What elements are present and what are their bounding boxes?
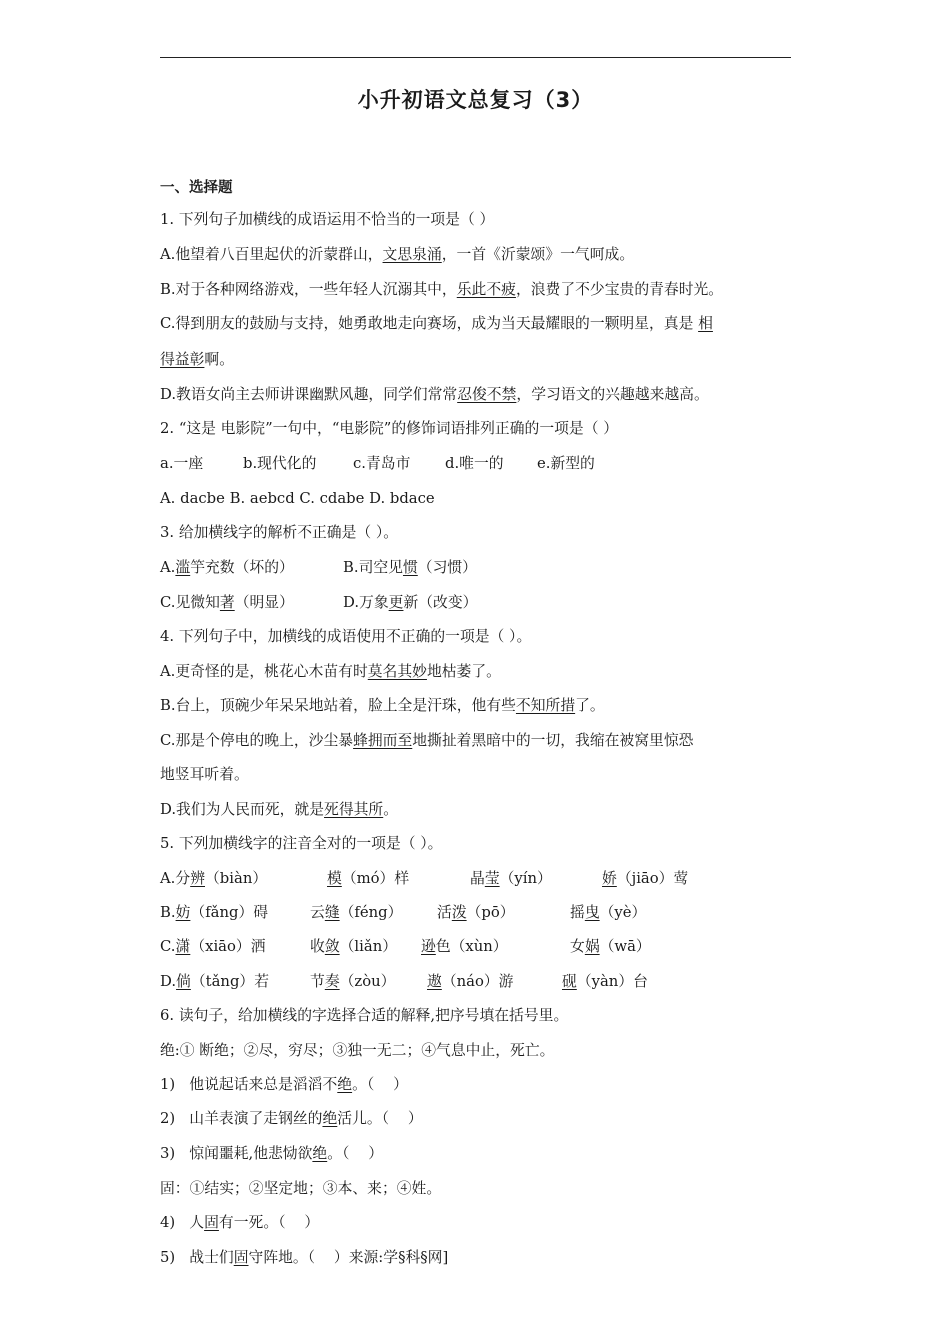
header-rule: [160, 57, 791, 58]
question-3-stem: 3. 给加横线字的解析不正确是（ ）。: [160, 524, 399, 541]
question-6-sentence-1: 1) 他说起话来总是滔滔不绝。（ ）: [160, 1076, 408, 1093]
question-3-options-ab: A.滥竽充数（坏的） B.司空见惯（习惯）: [160, 559, 477, 576]
question-5-option-b: B.妨（fǎng）碍 云缝（féng） 活泼（pō） 摇曳（yè）: [160, 904, 647, 921]
page-title: 小升初语文总复习（3）: [357, 88, 594, 112]
underlined-character: 娇: [602, 870, 617, 887]
underlined-character: 更: [388, 594, 404, 611]
question-6-sentence-5: 5) 战士们固守阵地。（ ）来源:学§科§网]: [160, 1249, 449, 1266]
question-4-option-a: A.更奇怪的是，桃花心木苗有时莫名其妙地枯萎了。: [160, 663, 501, 680]
underlined-character: 绝: [337, 1076, 353, 1093]
question-6-sentence-4: 4) 人固有一死。（ ）: [160, 1214, 320, 1231]
underlined-character: 砚: [562, 973, 577, 990]
question-5-option-d: D.倘（tǎng）若 节奏（zòu） 遨（náo）游 砚（yàn）台: [160, 973, 648, 990]
underlined-character: 泼: [451, 904, 467, 921]
underlined-character: 倘: [176, 973, 191, 990]
section-heading: 一、选择题: [160, 180, 233, 196]
question-6-stem: 6. 读句子，给加横线的字选择合适的解释,把序号填在括号里。: [160, 1007, 569, 1024]
underlined-idiom: 不知所措: [515, 697, 576, 714]
underlined-idiom: 相: [698, 315, 713, 332]
question-4-option-c-continued: 地竖耳听着。: [160, 766, 249, 783]
question-6-sentence-2: 2) 山羊表演了走钢丝的绝活儿。（ ）: [160, 1110, 423, 1127]
underlined-character: 著: [219, 594, 235, 611]
underlined-character: 固: [204, 1214, 219, 1231]
underlined-character: 潇: [175, 938, 191, 955]
question-5-stem: 5. 下列加横线字的注音全对的一项是（ ）。: [160, 835, 443, 852]
underlined-character: 逊: [421, 938, 436, 955]
underlined-idiom: 莫名其妙: [367, 663, 427, 680]
underlined-character: 绝: [322, 1110, 338, 1127]
question-1-option-b: B.对于各种网络游戏，一些年轻人沉溺其中，乐此不疲，浪费了不少宝贵的青春时光。: [160, 281, 724, 298]
underlined-character: 奏: [324, 973, 340, 990]
question-2-items: a.一座 b.现代化的 c.青岛市 d.唯一的 e.新型的: [160, 455, 595, 472]
question-4-option-c: C.那是个停电的晚上，沙尘暴蜂拥而至地撕扯着黑暗中的一切，我缩在被窝里惊恐: [160, 732, 694, 749]
question-1-stem: 1. 下列句子加横线的成语运用不恰当的一项是（ ）: [160, 211, 495, 228]
underlined-idiom: 死得其所: [324, 801, 384, 818]
question-4-option-b: B.台上，顶碗少年呆呆地站着，脸上全是汗珠，他有些不知所措了。: [160, 697, 605, 714]
question-5-option-c: C.潇（xiāo）洒 收敛（liǎn） 逊色（xùn） 女娲（wā）: [160, 938, 651, 955]
underlined-idiom: 得益彰: [160, 351, 205, 368]
underlined-character: 娲: [584, 938, 600, 955]
question-4-option-d: D.我们为人民而死，就是死得其所。: [160, 801, 399, 818]
question-6-jue-definitions: 绝:① 断绝；②尽，穷尽；③独一无二；④气息中止，死亡。: [160, 1042, 555, 1059]
underlined-character: 绝: [312, 1145, 328, 1162]
underlined-idiom: 忍俊不禁: [457, 386, 517, 403]
underlined-character: 固: [233, 1249, 249, 1266]
question-4-stem: 4. 下列句子中，加横线的成语使用不正确的一项是（ ）。: [160, 628, 532, 645]
question-5-option-a: A.分辨（biàn） 模（mó）样 晶莹（yín） 娇（jiāo）莺: [160, 870, 689, 887]
question-3-options-cd: C.见微知著（明显） D.万象更新（改变）: [160, 594, 478, 611]
underlined-character: 模: [327, 870, 342, 887]
question-2-stem: 2. “这是 电影院”一句中，“电影院”的修饰词语排列正确的一项是（ ）: [160, 420, 619, 437]
underlined-character: 莹: [484, 870, 500, 887]
underlined-character: 滥: [175, 559, 191, 576]
underlined-character: 曳: [584, 904, 600, 921]
underlined-character: 惯: [402, 559, 418, 576]
underlined-character: 辨: [190, 870, 205, 887]
underlined-character: 妨: [175, 904, 191, 921]
question-6-sentence-3: 3) 惊闻噩耗,他悲恸欲绝。（ ）: [160, 1145, 384, 1162]
question-1-option-a: A.他望着八百里起伏的沂蒙群山，文思泉涌，一首《沂蒙颂》一气呵成。: [160, 246, 635, 263]
underlined-character: 缝: [324, 904, 340, 921]
underlined-idiom: 蜂拥而至: [353, 732, 413, 749]
underlined-idiom: 文思泉涌: [382, 246, 442, 263]
underlined-character: 遨: [427, 973, 442, 990]
question-1-option-c-continued: 得益彰啊。: [160, 351, 235, 368]
question-1-option-d: D.教语女尚主去师讲课幽默风趣，同学们常常忍俊不禁，学习语文的兴趣越来越高。: [160, 386, 709, 403]
question-2-options: A. dacbe B. aebcd C. cdabe D. bdace: [160, 490, 435, 507]
question-1-option-c: C.得到朋友的鼓励与支持，她勇敢地走向赛场，成为当天最耀眼的一颗明星，真是 相: [160, 315, 713, 332]
underlined-idiom: 乐此不疲: [456, 281, 516, 298]
underlined-character: 敛: [324, 938, 340, 955]
question-6-gu-definitions: 固：①结实；②坚定地；③本、来；④姓。: [160, 1180, 442, 1197]
